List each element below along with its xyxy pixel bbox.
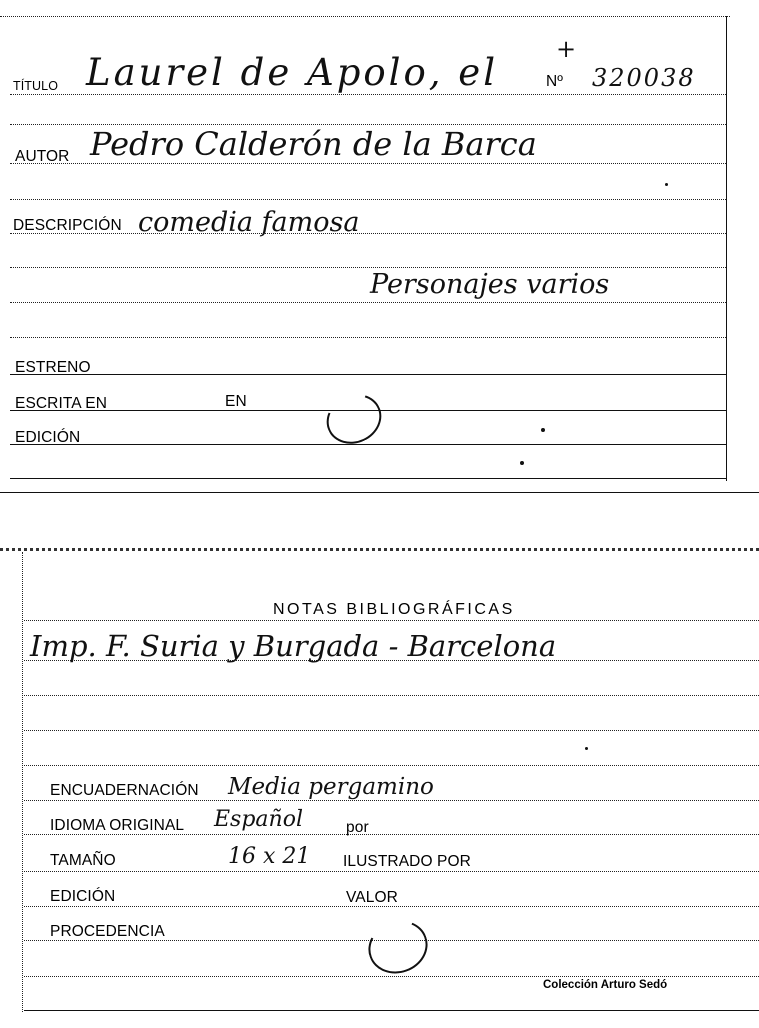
ruled-line bbox=[10, 163, 726, 164]
ruled-line bbox=[24, 695, 759, 696]
ruled-line bbox=[10, 478, 726, 479]
notas-heading: NOTAS BIBLIOGRÁFICAS bbox=[273, 601, 515, 618]
por-label: por bbox=[346, 819, 369, 836]
titulo-value: Laurel de Apolo, el bbox=[86, 51, 499, 94]
encuadernacion-label: ENCUADERNACIÓN bbox=[50, 782, 199, 799]
catalog-card-back bbox=[0, 540, 759, 1028]
idioma-value: Español bbox=[214, 807, 303, 832]
ink-speck bbox=[520, 461, 524, 465]
en-label: EN bbox=[225, 393, 247, 410]
ruled-line bbox=[24, 976, 759, 977]
number-mark: + bbox=[556, 35, 577, 63]
punch-hole bbox=[318, 385, 389, 452]
edicion-label: EDICIÓN bbox=[50, 888, 116, 905]
ruled-line bbox=[24, 730, 759, 731]
card-top-edge bbox=[0, 548, 759, 551]
personajes-value: Personajes varios bbox=[370, 269, 610, 300]
tamano-value: 16 x 21 bbox=[228, 844, 311, 869]
card-right-border bbox=[726, 16, 727, 481]
number-label: Nº bbox=[546, 73, 564, 90]
card-left-border bbox=[22, 552, 23, 1012]
procedencia-label: PROCEDENCIA bbox=[50, 923, 165, 940]
autor-label: AUTOR bbox=[15, 148, 70, 165]
ruled-line bbox=[10, 94, 726, 95]
ink-speck bbox=[665, 183, 668, 186]
ruled-line bbox=[10, 337, 726, 338]
ruled-line bbox=[24, 834, 759, 835]
ruled-line bbox=[10, 267, 726, 268]
catalog-card-front bbox=[0, 0, 759, 495]
ruled-line bbox=[24, 765, 759, 766]
estreno-label: ESTRENO bbox=[15, 359, 91, 376]
encuadernacion-value: Media pergamino bbox=[228, 774, 434, 800]
ruled-line bbox=[24, 1010, 759, 1011]
tamano-label: TAMAÑO bbox=[50, 852, 116, 869]
ruled-line bbox=[24, 800, 759, 801]
escrita-en-label: ESCRITA EN bbox=[15, 395, 108, 412]
valor-label: VALOR bbox=[346, 889, 398, 906]
card-bottom-edge bbox=[0, 492, 759, 493]
ruled-line bbox=[10, 444, 726, 445]
descripcion-value: comedia famosa bbox=[138, 207, 360, 238]
ruled-line bbox=[10, 374, 726, 375]
edicion-label: EDICIÓN bbox=[15, 429, 81, 446]
ruled-line bbox=[10, 199, 726, 200]
idioma-label: IDIOMA ORIGINAL bbox=[50, 817, 185, 834]
ilustrado-label: ILUSTRADO POR bbox=[343, 853, 471, 870]
ruled-line bbox=[24, 871, 759, 872]
notes-value: Imp. F. Suria y Burgada - Barcelona bbox=[30, 629, 557, 663]
ruled-line bbox=[24, 620, 759, 621]
autor-value: Pedro Calderón de la Barca bbox=[90, 125, 537, 163]
ink-speck bbox=[541, 428, 545, 432]
coleccion-credit: Colección Arturo Sedó bbox=[543, 979, 668, 991]
titulo-label: TÍTULO bbox=[13, 79, 59, 93]
card-top-edge bbox=[0, 16, 730, 17]
punch-hole bbox=[361, 912, 435, 981]
number-value: 320038 bbox=[592, 64, 696, 92]
ruled-line bbox=[24, 906, 759, 907]
ink-speck bbox=[585, 747, 588, 750]
ruled-line bbox=[10, 302, 726, 303]
descripcion-label: DESCRIPCIÓN bbox=[13, 217, 122, 234]
